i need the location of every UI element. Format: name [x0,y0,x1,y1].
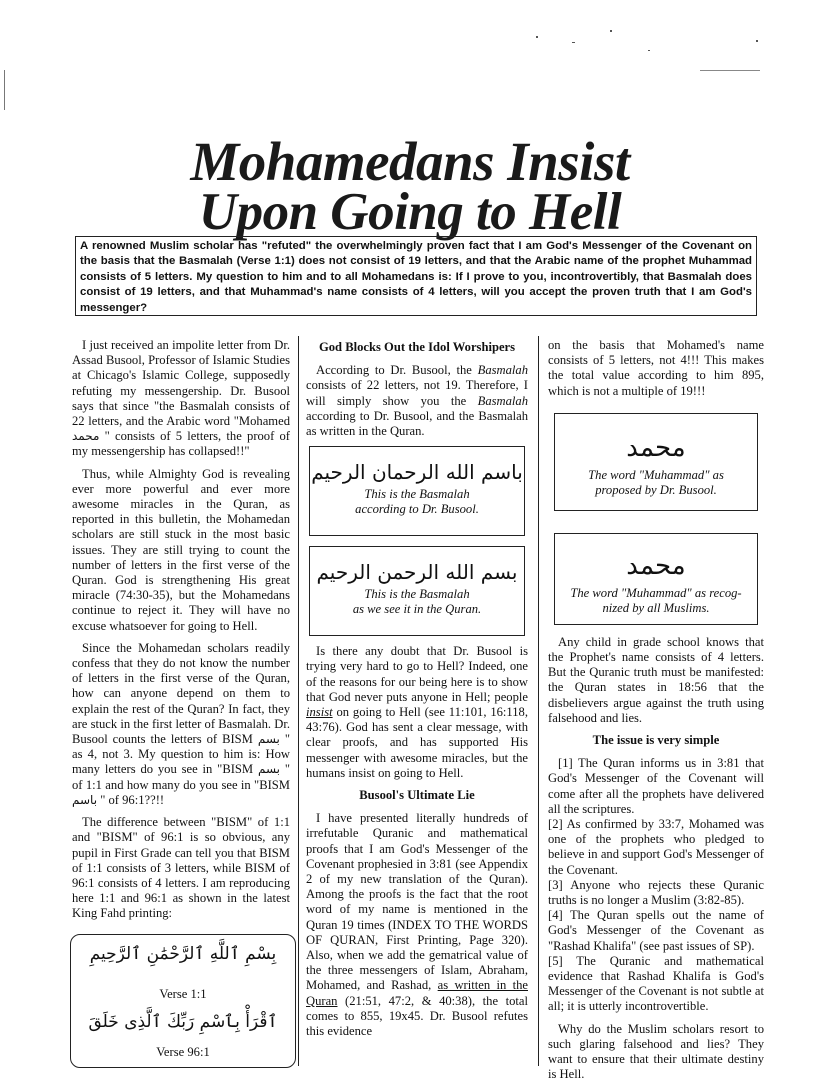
scan-speck [648,50,650,51]
scan-speck [4,70,5,110]
paragraph: on the basis that Mohamed's name consists of 5 letters, not 4!!! This makes the total value according to him 895, which is not a multiple of 19!!! [548,338,764,398]
figure-caption: The word "Muhammad" as [588,467,724,482]
verse-96-arabic: ٱقْرَأْ بِٱسْمِ رَبِّكَ ٱلَّذِى خَلَقَ [88,1012,278,1032]
text-run: as written in the Quran [306,978,528,1008]
muhammad-muslims-box [554,533,758,625]
verse-1-label: Verse 1:1 [159,987,207,1001]
list-item: [1] The Quran informs us in 3:81 that God's Messenger of the Covenant will come after all the prophets have delivered all the scriptures. [548,756,764,816]
list-item: [5] The Quranic and mathematical evidence that Rashad Khalifa is God's Messenger of the Covenant is not subtle at all; it is utterly incontrovertible. [548,953,764,1014]
column-1 [72,338,290,929]
column-rule [298,336,299,1066]
figure-caption: nized by all Muslims. [602,600,710,615]
text-run: Basmalah [477,393,528,408]
paragraph: Thus, while Almighty God is revealing ever more powerful and ever more awesome miracles in the Quran, as reported in this bulletin, the Mohamedan scholars are still stuck in the most basic issues. They are still trying to count the number of letters in the first verse of the Quran. God is strengthening His great miracle (74:30-35), but the Mohamedans continue to reject it. They will have no excuse whatsoever for going to Hell. [72,466,290,633]
column-2 [306,338,528,1046]
arabic-word: محمد [72,429,100,444]
text-run: " of 96:1??!! [97,792,165,807]
arabic-word: بسم [257,762,280,777]
paragraph [72,641,290,808]
section-heading: The issue is very simple [592,733,720,748]
text-run: Since the Mohamedan scholars readily confess that they do not know the number of letters in the first verse of the Quran, how can anyone depend on them to explain the rest of the Quran? In fact, they are stuck in the first letter of Basmalah. Dr. Busool counts the letters of BISM [72,640,290,747]
paragraph [72,338,290,460]
text-run: According to Dr. Busool, the [316,363,478,378]
text-run: insist [306,705,333,720]
text-run: (21:51, 47:2, & 40:38), the total comes to 855, 19x45. Dr. Busool refutes this evidence [306,993,528,1039]
muhammad-busool-box [554,413,758,511]
column-rule [538,336,539,1066]
paragraph [306,363,528,439]
basmalah-arabic: باسم الله الرحمان الرحيم [311,460,523,485]
list-item: [3] Anyone who rejects these Quranic truths is no longer a Muslim (3:82-85). [548,877,764,908]
text-run: " of 1:1 and how many do you see in "BISM [72,762,290,792]
text-run: consists of 22 letters, not 19. Therefore, I will simply show you the [306,378,528,408]
text-run: I just received an impolite letter from Dr. Assad Busool, Professor of Islamic Studies at Chicago's Islamic College, supposedly refuting my messengership. Dr. Busool says that since "the Basmalah consists of 22 letters, and the Arabic word "Mohamed [72,338,290,429]
scan-speck [610,30,612,32]
section-heading: Busool's Ultimate Lie [359,788,475,803]
figure-caption: proposed by Dr. Busool. [595,482,717,497]
verse-1-arabic: بِسْمِ ٱللَّهِ ٱلرَّحْمَٰنِ ٱلرَّحِيمِ [89,944,277,964]
text-run: " as 4, not 3. My question to him is: How many letters do you see in "BISM [72,732,291,777]
scan-speck [536,36,538,38]
text-run: " consists of 5 letters, the proof of my messengership has collapsed!!" [72,429,290,459]
basmalah-quran-box [309,546,525,636]
basmalah-busool-box [309,446,525,536]
scan-speck [700,70,760,71]
arabic-word: باسم [72,792,98,807]
paragraph: Why do the Muslim scholars resort to such glaring falsehood and lies? They want to ensure that their ultimate destiny is Hell. [548,1021,764,1082]
verses-box [70,934,296,1068]
figure-caption: as we see it in the Quran. [352,602,482,617]
headline-line-1: Mohamedans Insist [190,131,630,192]
figure-caption: according to Dr. Busool. [355,502,479,517]
paragraph [306,811,528,1039]
arabic-word: بسم [257,732,280,747]
text-run: I have presented literally hundreds of irrefutable Quranic and mathematical proofs that I am God's Messenger of the Covenant prophesied in 3:81 (see Appendix 2 of my new translation of the Quran). Among the proofs is the fact that the root word of my name is mentioned in the Quran 19 times (INDEX TO THE WORDS OF QURAN, First Printing, Page 320). Also, when we add the gematrical value of the three messengers of Islam, Abraham, Mohamed, and Rashad, [306,811,528,993]
text-run: on going to Hell (see 11:101, 16:118, 43:76). God has sent a clear message, with clear proofs, and has supported His messenger with awesome miracles, but the humans insist on going to Hell. [306,705,528,780]
intro-box: A renowned Muslim scholar has "refuted" the overwhelmingly proven fact that I am God's Messenger of the Covenant on the basis that the Basmalah (Verse 1:1) does not consist of 19 letters, and that the Arabic name of the prophet Muhammad consists of 5 letters. My question to him and to all Mohamedans is: If I prove to you, incontrovertibly, that Basmalah does consist of 19 letters, and that Muhammad's name consists of 4 letters, will you accept the proven truth that I am God's messenger? [75,236,757,316]
text-run: Basmalah [477,363,528,378]
column-3 [548,338,764,1090]
list-item: [2] As confirmed by 33:7, Mohamed was one of the prophets who pledged to believe in and support God's Messenger of the Covenant. [548,817,764,877]
scan-speck [756,40,758,42]
figure-caption: The word "Muhammad" as recog- [570,585,742,600]
text-run: Is there any doubt that Dr. Busool is trying very hard to go to Hell? Indeed, one of the reasons for our being here is to show that God never puts anyone in Hell; people [306,644,528,704]
paragraph [306,644,528,781]
paragraph: Any child in grade school knows that the Prophet's name consists of 4 letters. But the Quranic truth must be manifested: the Quran states in 18:56 that the disbelievers argue against the truth using falsehood and lies. [548,634,764,725]
section-heading: God Blocks Out the Idol Worshipers [318,340,516,354]
muhammad-arabic: محمد [626,432,686,463]
figure-caption: This is the Basmalah [364,487,470,502]
paragraph: The difference between "BISM" of 1:1 and "BISM" of 96:1 is so obvious, any pupil in First Grade can tell you that BISM of 1:1 consists of 3 letters, while BISM of 96:1 consists of 4 letters. I am reproducing here 1:1 and 96:1 as shown in the latest King Fahd printing: [72,815,290,921]
verse-96-label: Verse 96:1 [156,1045,210,1059]
basmalah-arabic: بسم الله الرحمن الرحيم [316,560,518,585]
list-item: [4] The Quran spells out the name of God's Messenger of the Covenant as "Rashad Khalifa" (see past issues of SP). [548,908,764,953]
figure-caption: This is the Basmalah [364,587,470,602]
headline-line-2: Upon Going to Hell [198,183,622,241]
muhammad-arabic: محمد [626,550,686,581]
text-run: according to Dr. Busool, and the Basmalah as written in the Quran. [306,408,528,439]
scan-speck [572,42,575,43]
